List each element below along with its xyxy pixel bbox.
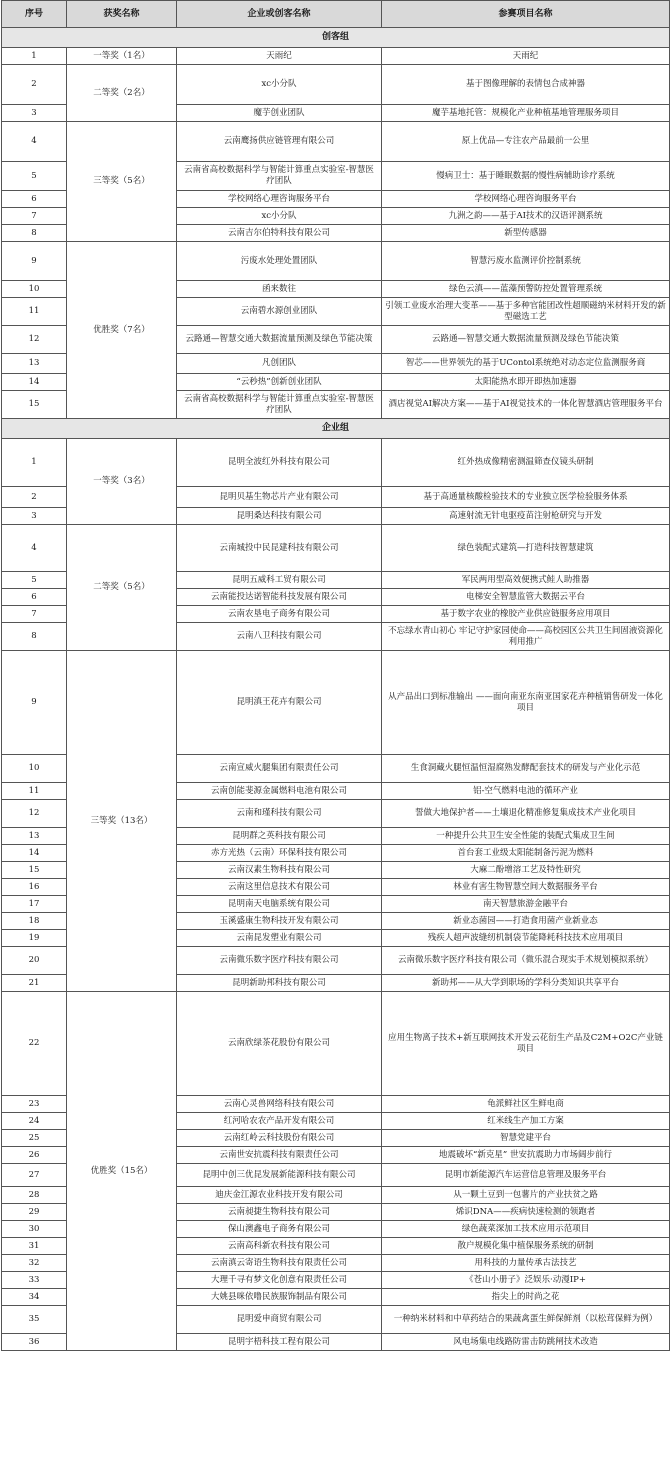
project-cell: 指尖上的时尚之花 [382,1289,670,1306]
company-cell: 昆明五威科工贸有限公司 [177,572,382,589]
company-cell: 云南昶捷生物科技有限公司 [177,1204,382,1221]
serial-cell: 32 [2,1255,67,1272]
header-row [2,1,670,28]
company-cell: 昆明宇梧科技工程有限公司 [177,1334,382,1351]
company-cell: 云南宣威火腿集团有限责任公司 [177,755,382,783]
project-cell: 云路通—智慧交通大数据流量预测及绿色节能决策 [382,326,670,354]
company-cell: 云南和瑾科技有限公司 [177,800,382,828]
serial-cell: 15 [2,391,67,419]
project-cell: 高速射流无针电驱疫苗注射枪研究与开发 [382,508,670,525]
project-cell: 从产品出口到标准输出 ——面向南亚东南亚国家花卉种植销售研发一体化项目 [382,651,670,755]
serial-cell: 2 [2,487,67,508]
project-cell: 残疾人超声波缝纫机制袋节能降耗科技技术应用项目 [382,930,670,947]
project-cell: 学校网络心理咨询服务平台 [382,191,670,208]
project-cell: 一种纳米材料和中草药结合的果蔬禽蛋生鲜保鲜剂（以松茸保鲜为例） [382,1306,670,1334]
company-cell: 昆明全波红外科技有限公司 [177,439,382,487]
company-cell: 昆明新助邦科技有限公司 [177,975,382,992]
project-cell: 生食洞藏火腿恒温恒湿腐熟发酵配套技术的研发与产业化示范 [382,755,670,783]
header-company: 企业或创客名称 [177,1,382,28]
project-cell: 智慧污废水监测评价控制系统 [382,242,670,281]
company-cell: 云南碧水源创业团队 [177,298,382,326]
award-cell: 一等奖（1名） [67,48,177,65]
header-project: 参赛项目名称 [382,1,670,28]
project-cell: 智芯——世界领先的基于UContol系统绝对动态定位监测服务商 [382,354,670,374]
table-header [2,1,670,28]
project-cell: 慢病卫士：基于睡眠数据的慢性病辅助诊疗系统 [382,162,670,191]
serial-cell: 16 [2,879,67,896]
project-cell: 林业有害生物智慧空间大数据服务平台 [382,879,670,896]
project-cell: 太阳能热水即开即热加速器 [382,374,670,391]
project-cell: 铝-空气燃料电池的循环产业 [382,783,670,800]
serial-cell: 36 [2,1334,67,1351]
serial-cell: 5 [2,162,67,191]
project-cell: 从一颗土豆到一包薯片的产业扶贫之路 [382,1187,670,1204]
project-cell: 用科技的力量传承古法技艺 [382,1255,670,1272]
company-cell: 昆明南天电脑系统有限公司 [177,896,382,913]
serial-cell: 12 [2,326,67,354]
table-row [2,48,670,65]
award-cell: 三等奖（13名） [67,651,177,992]
serial-cell: 28 [2,1187,67,1204]
section-title: 企业组 [2,419,670,439]
serial-cell: 11 [2,298,67,326]
company-cell: 天雨纪 [177,48,382,65]
table-row [2,992,670,1096]
company-cell: 云南微乐数字医疗科技有限公司 [177,947,382,975]
table-row [2,651,670,755]
serial-cell: 11 [2,783,67,800]
project-cell: 原上优品—专注农产品最前一公里 [382,122,670,162]
company-cell: 昆明中创三优昆发展新能源科技有限公司 [177,1164,382,1187]
award-cell: 二等奖（5名） [67,525,177,651]
company-cell: 云南鹰扬供应链管理有限公司 [177,122,382,162]
serial-cell: 10 [2,755,67,783]
company-cell: 云南汉素生物科技有限公司 [177,862,382,879]
project-cell: 应用生物离子技术+新互联网技术开发云花衍生产品及C2M+O2C产业链项目 [382,992,670,1096]
serial-cell: 5 [2,572,67,589]
serial-cell: 35 [2,1306,67,1334]
serial-cell: 8 [2,623,67,651]
serial-cell: 1 [2,439,67,487]
company-cell: 保山澳鑫电子商务有限公司 [177,1221,382,1238]
company-cell: 玉溪盛康生物科技开发有限公司 [177,913,382,930]
serial-cell: 1 [2,48,67,65]
section-row [2,419,670,439]
project-cell: 基于数字农业的橡胶产业供应链服务应用项目 [382,606,670,623]
serial-cell: 24 [2,1113,67,1130]
header-serial: 序号 [2,1,67,28]
project-cell: 《苍山小册子》泛娱乐·动漫IP+ [382,1272,670,1289]
serial-cell: 13 [2,828,67,845]
company-cell: 云南能投达诺智能科技发展有限公司 [177,589,382,606]
serial-cell: 8 [2,225,67,242]
serial-cell: 6 [2,191,67,208]
table-row [2,525,670,572]
award-cell: 三等奖（5名） [67,122,177,242]
project-cell: 风电场集电线路防雷击防跳闸技术改造 [382,1334,670,1351]
serial-cell: 20 [2,947,67,975]
company-cell: 云南心灵兽网络科技有限公司 [177,1096,382,1113]
table-row [2,65,670,105]
award-cell: 优胜奖（15名） [67,992,177,1351]
company-cell: 污废水处理处置团队 [177,242,382,281]
project-cell: 绿色装配式建筑—打造科技智慧建筑 [382,525,670,572]
project-cell: 红外热成像精密测温筛查仪镜头研制 [382,439,670,487]
project-cell: 散户规模化集中植保服务系统的研制 [382,1238,670,1255]
serial-cell: 15 [2,862,67,879]
serial-cell: 4 [2,122,67,162]
company-cell: 云南滇云寄语生物科技有限责任公司 [177,1255,382,1272]
company-cell: 昆明滇王花卉有限公司 [177,651,382,755]
project-cell: 新业态菌园——打造食用菌产业新业态 [382,913,670,930]
company-cell: 云南红岭云科技股份有限公司 [177,1130,382,1147]
section-row [2,28,670,48]
serial-cell: 33 [2,1272,67,1289]
serial-cell: 17 [2,896,67,913]
serial-cell: 3 [2,508,67,525]
serial-cell: 31 [2,1238,67,1255]
project-cell: 酒店视觉AI解决方案——基于AI视觉技术的一体化智慧酒店管理服务平台 [382,391,670,419]
company-cell: 昆明群之英科技有限公司 [177,828,382,845]
company-cell: 迪庆金江源农业科技开发有限公司 [177,1187,382,1204]
company-cell: xc小分队 [177,65,382,105]
serial-cell: 10 [2,281,67,298]
serial-cell: 21 [2,975,67,992]
serial-cell: 9 [2,651,67,755]
project-cell: 基于图像理解的表情包合成神器 [382,65,670,105]
header-award: 获奖名称 [67,1,177,28]
serial-cell: 18 [2,913,67,930]
project-cell: 地震破坏“新克星” 世安抗震助力市场阔步前行 [382,1147,670,1164]
company-cell: xc小分队 [177,208,382,225]
project-cell: 绿色蔬菜深加工技术应用示范项目 [382,1221,670,1238]
company-cell: 红河哈农农产品开发有限公司 [177,1113,382,1130]
serial-cell: 30 [2,1221,67,1238]
serial-cell: 29 [2,1204,67,1221]
serial-cell: 2 [2,65,67,105]
company-cell: 学校网络心理咨询服务平台 [177,191,382,208]
project-cell: 引领工业废水治理大变革——基于多种官能团改性超顺磁纳米材料开发的新型磁选工艺 [382,298,670,326]
company-cell: 云南这里信息技术有限公司 [177,879,382,896]
award-cell: 优胜奖（7名） [67,242,177,419]
company-cell: 昆明爱申商贸有限公司 [177,1306,382,1334]
serial-cell: 7 [2,208,67,225]
company-cell: “云秒热”创新创业团队 [177,374,382,391]
section-title: 创客组 [2,28,670,48]
project-cell: 昆明市新能源汽车运营信息管理及服务平台 [382,1164,670,1187]
project-cell: 南天智慧旅游金融平台 [382,896,670,913]
table-row [2,122,670,162]
serial-cell: 9 [2,242,67,281]
company-cell: 昆明桑达科技有限公司 [177,508,382,525]
company-cell: 云南农垦电子商务有限公司 [177,606,382,623]
serial-cell: 34 [2,1289,67,1306]
company-cell: 云南创能斐源金属燃料电池有限公司 [177,783,382,800]
award-cell: 一等奖（3名） [67,439,177,525]
project-cell: 誓做大地保护者——土壤退化精准修复集成技术产业化项目 [382,800,670,828]
project-cell: 一种提升公共卫生安全性能的装配式集成卫生间 [382,828,670,845]
company-cell: 云路通—智慧交通大数据流量预测及绿色节能决策 [177,326,382,354]
serial-cell: 6 [2,589,67,606]
table-body [2,28,670,1351]
award-cell: 二等奖（2名） [67,65,177,122]
project-cell: 龟派鲜社区生鲜电商 [382,1096,670,1113]
serial-cell: 25 [2,1130,67,1147]
serial-cell: 27 [2,1164,67,1187]
serial-cell: 3 [2,105,67,122]
project-cell: 首台套工业级太阳能制备污泥为燃料 [382,845,670,862]
awards-table [1,0,670,1351]
serial-cell: 22 [2,992,67,1096]
project-cell: 新型传感器 [382,225,670,242]
company-cell: 赤方光热（云南）环保科技有限公司 [177,845,382,862]
project-cell: 电梯安全智慧监管大数据云平台 [382,589,670,606]
project-cell: 大麻二酚增溶工艺及特性研究 [382,862,670,879]
company-cell: 云南世安抗震科技有限责任公司 [177,1147,382,1164]
project-cell: 绿色云滇——蓝藻预警防控处置管理系统 [382,281,670,298]
serial-cell: 4 [2,525,67,572]
project-cell: 红米线生产加工方案 [382,1113,670,1130]
company-cell: 云南城投中民昆建科技有限公司 [177,525,382,572]
company-cell: 云南高科新农科技有限公司 [177,1238,382,1255]
company-cell: 魔芋创业团队 [177,105,382,122]
project-cell: 军民两用型高效便携式鲑人助推器 [382,572,670,589]
serial-cell: 23 [2,1096,67,1113]
company-cell: 大姚县咪依噜民族服饰制品有限公司 [177,1289,382,1306]
project-cell: 新助邦——从大学到职场的学科分类知识共享平台 [382,975,670,992]
company-cell: 大理千寻有梦文化创意有限责任公司 [177,1272,382,1289]
project-cell: 云南微乐数字医疗科技有限公司（微乐混合现实手术规划模拟系统） [382,947,670,975]
serial-cell: 14 [2,845,67,862]
serial-cell: 26 [2,1147,67,1164]
company-cell: 凡创团队 [177,354,382,374]
project-cell: 烯识DNA——疾病快速检测的领跑者 [382,1204,670,1221]
company-cell: 云南八卫科技有限公司 [177,623,382,651]
project-cell: 九洲之韵——基于AI技术的汉语评测系统 [382,208,670,225]
company-cell: 云南昆发塑业有限公司 [177,930,382,947]
table-row [2,439,670,487]
company-cell: 云南省高校数据科学与智能计算重点实验室-智慧医疗团队 [177,162,382,191]
serial-cell: 19 [2,930,67,947]
serial-cell: 14 [2,374,67,391]
company-cell: 昆明贝基生物芯片产业有限公司 [177,487,382,508]
table-row [2,242,670,281]
project-cell: 基于高通量核酸检验技术的专业独立医学检验服务体系 [382,487,670,508]
project-cell: 魔芋基地托管：规模化产业种植基地管理服务项目 [382,105,670,122]
serial-cell: 12 [2,800,67,828]
company-cell: 云南省高校数据科学与智能计算重点实验室-智慧医疗团队 [177,391,382,419]
project-cell: 不忘绿水青山初心 牢记守护家园使命——高校园区公共卫生间固液资源化利用推广 [382,623,670,651]
project-cell: 智慧党建平台 [382,1130,670,1147]
serial-cell: 7 [2,606,67,623]
project-cell: 天雨纪 [382,48,670,65]
serial-cell: 13 [2,354,67,374]
company-cell: 云南吉尔伯特科技有限公司 [177,225,382,242]
company-cell: 函来数往 [177,281,382,298]
company-cell: 云南欣绿茶花股份有限公司 [177,992,382,1096]
